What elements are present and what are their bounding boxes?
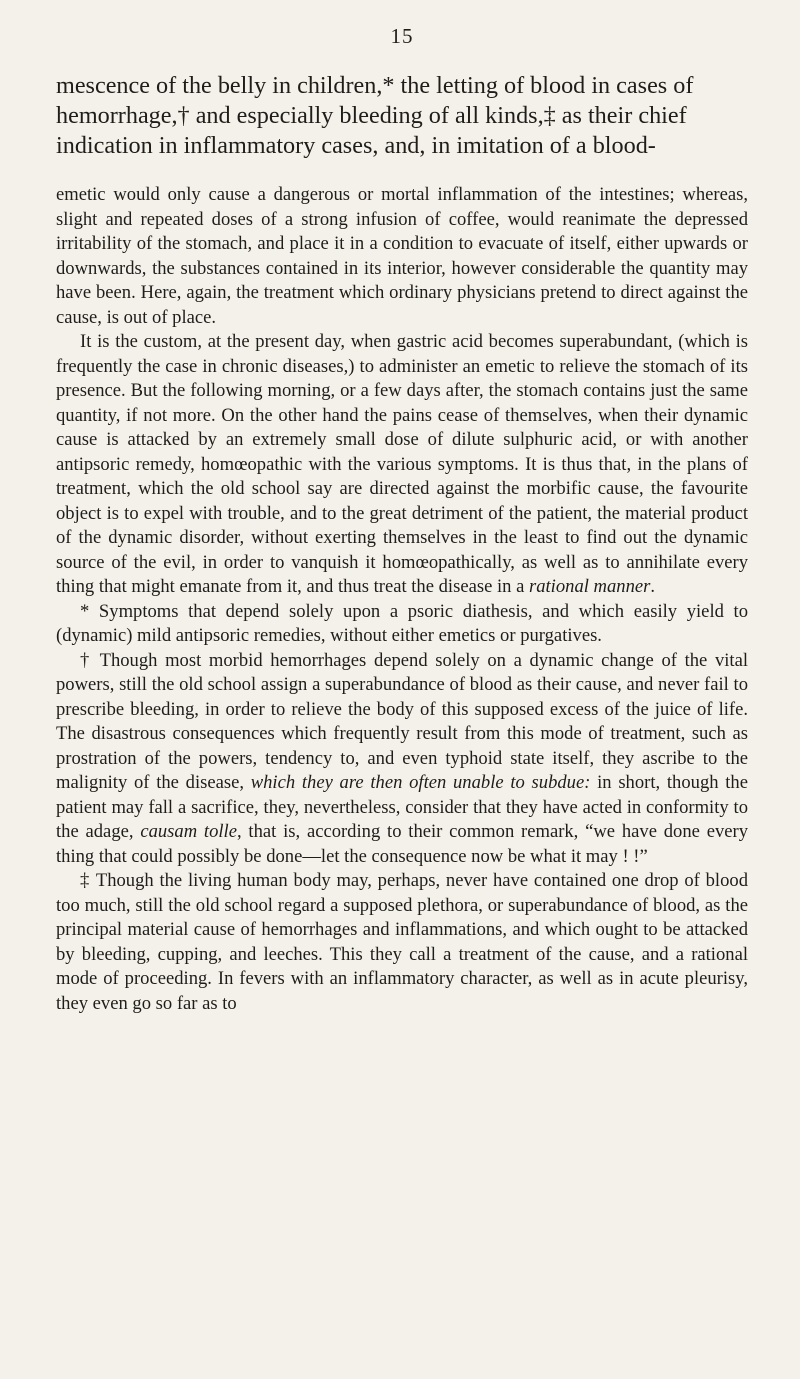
italic-text: causam tolle — [140, 821, 237, 842]
lead-line: indication in inflammatory cases, and, in imitation of a blood- — [56, 132, 656, 159]
main-text — [56, 183, 748, 600]
paragraph — [56, 330, 748, 600]
text-run: , that is, according to their common remark, “we have done every thing that could possibly be done—let the consequence now be what it may ! !” — [56, 821, 748, 867]
footnote — [56, 869, 748, 1016]
text-run: . — [650, 576, 656, 597]
italic-text: which they are then often unable to subdue: — [250, 772, 591, 793]
text-run: † Though most morbid hemorrhages depend solely on a dynamic change of the vital powers, still the old school assign a superabundance of blood as their cause, and never fail to prescribe bleeding, in order to relieve the body of this supposed excess of the juice of life. The disastrous consequences which frequently result from this mode of treatment, such as prostration of the powers, tendency to, and even typhoid state itself, they ascribe to the malignity of the disease, — [56, 649, 748, 793]
lead-line: mescence of the belly in children,* the letting of blood in cases of — [56, 72, 694, 99]
text-run: in short, though the patient may fall a sacrifice, they, nevertheless, consider that they have acted in conformity to the adage, — [56, 772, 748, 842]
paragraph — [56, 183, 748, 330]
italic-text: rational manner — [528, 576, 651, 597]
lead-line: hemorrhage,† and especially bleeding of all kinds,‡ as their chief — [56, 102, 687, 129]
page-number: 15 — [390, 24, 414, 48]
footnote — [56, 649, 748, 870]
lead-paragraph — [56, 71, 748, 161]
text-run: ‡ Though the living human body may, perhaps, never have contained one drop of blood too much, still the old school regard a supposed plethora, or superabundance of blood, as the principal material cause of hemorrhages and inflammations, and which ought to be attacked by bleeding, cupping, and leeches. This they call a treatment of the cause, and a rational mode of proceeding. In fevers with an inflammatory character, as well as in acute pleurisy, they even go so far as to — [56, 870, 748, 1014]
footnotes — [56, 600, 748, 1017]
footnote — [56, 600, 748, 649]
text-run: * Symptoms that depend solely upon a psoric diathesis, and which easily yield to (dynamic) mild antipsoric remedies, without either emetics or purgatives. — [56, 600, 748, 646]
text-run: emetic would only cause a dangerous or mortal inflammation of the intestines; whereas, slight and repeated doses of a strong infusion of coffee, would reanimate the depressed irritability of the stomach, and place it in a condition to evacuate of itself, either upwards or downwards, the substances contained in its interior, however considerable the quantity may have been. Here, again, the treatment which ordinary physicians pretend to direct against the cause, is out of place. — [56, 184, 748, 328]
text-run: It is the custom, at the present day, when gastric acid becomes superabundant, (which is frequently the case in chronic diseases,) to administer an emetic to relieve the stomach of its presence. But the following morning, or a few days after, the stomach contains just the same quantity, if not more. On the other hand the pains cease of themselves, when their dynamic cause is attacked by an extremely small dose of dilute sulphuric acid, or with another antipsoric remedy, homœopathic with the various symptoms. It is thus that, in the plans of treatment, which the old school say are directed against the morbific cause, the favourite object is to expel with trouble, and to the great detriment of the patient, the material product of the dynamic disorder, without exerting themselves in the least to find out the dynamic source of the evil, in order to vanquish it homœopathically, as well as to annihilate every thing that might emanate from it, and thus treat the disease in a — [56, 331, 748, 597]
